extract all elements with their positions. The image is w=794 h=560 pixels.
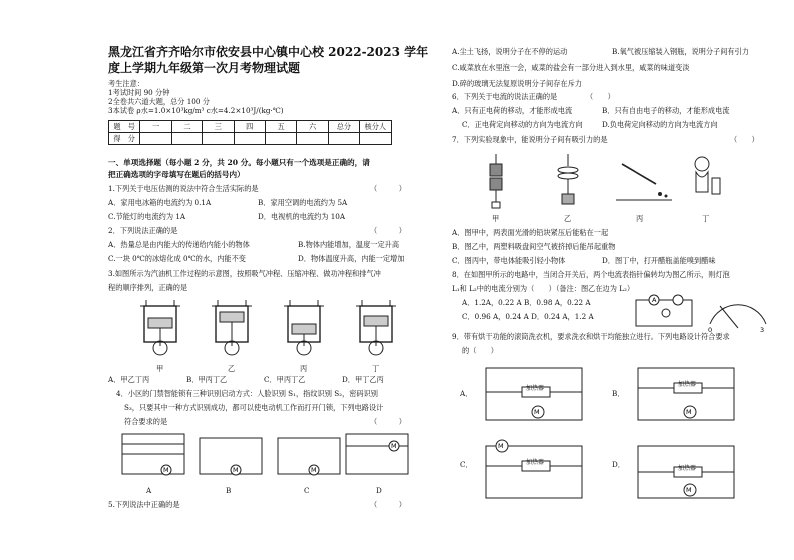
engine-yi bbox=[212, 300, 252, 355]
q7-figures bbox=[472, 150, 762, 214]
score-cell: 题 号 bbox=[109, 121, 140, 133]
q2-answer-paren[interactable]: （ ） bbox=[370, 226, 406, 235]
svg-text:0: 0 bbox=[708, 326, 713, 334]
q9-label-c: C． bbox=[460, 460, 473, 469]
q3-stem-a: 3.如图所示为汽油机工作过程的示意图，按照吸气冲程、压缩冲程、做功冲程和排气冲 bbox=[108, 269, 381, 278]
q4-stem-b: S₃，只要其中一种方式识别成功，都可以使电动机工作而打开门锁，下列电路设计 bbox=[124, 403, 384, 412]
q8-figures bbox=[632, 292, 772, 332]
score-table-row-score bbox=[109, 133, 392, 145]
q7-option-c: C．图丙中，带电体能吸引轻小物体 bbox=[452, 256, 566, 265]
q5-option-a: A.尘土飞扬，说明分子在不停的运动 bbox=[452, 47, 568, 56]
q7-answer-paren[interactable]: （ ） bbox=[730, 135, 759, 144]
q1-stem: 1.下列关于电压估测的说法中符合生活实际的是 bbox=[108, 184, 259, 193]
exam-title-line1: 黑龙江省齐齐哈尔市依安县中心镇中心校 2022-2023 学年 bbox=[108, 45, 429, 59]
q7-label-bing: 丙 bbox=[636, 214, 644, 223]
q2-option-d: D．物体温度升高，内能一定增加 bbox=[298, 254, 405, 263]
q6-option-a: A．只有正电荷的移动，才能形成电流 bbox=[452, 106, 573, 115]
q9-d-motor-label: M bbox=[686, 486, 692, 494]
q7-option-b: B．图乙中，两塑料吸盘间空气被挤掉后能吊起重物 bbox=[452, 242, 616, 251]
q9-stem-a: 9．带有烘干功能的滚筒洗衣机，要求洗衣和烘干均能独立进行。下列电路设计符合要求 bbox=[452, 332, 730, 341]
score-table bbox=[108, 120, 392, 145]
q5-option-c: C.咸菜放在水里泡一会，咸菜的盐会有一部分进入到水里，咸菜的味道变淡 bbox=[452, 63, 690, 72]
q3-label-jia: 甲 bbox=[156, 364, 164, 373]
svg-text:M: M bbox=[391, 442, 397, 450]
q2-option-b: B.物体内能增加，温度一定升高 bbox=[298, 240, 400, 249]
q4-circuit-d bbox=[346, 434, 408, 474]
q3-label-yi: 乙 bbox=[228, 364, 236, 373]
q8-options-row2: C．0.96 A，0.24 A D．0.24 A，1.2 A bbox=[462, 312, 594, 321]
q1-option-a: A．家用电冰箱的电流约为 0.1A bbox=[108, 198, 212, 207]
q2-stem: 2．下列说法正确的是 bbox=[108, 226, 178, 235]
q3-option-d: D．甲丁乙丙 bbox=[342, 375, 384, 384]
q7-label-jia: 甲 bbox=[492, 214, 500, 223]
q7-fig-yi bbox=[558, 154, 578, 204]
score-cell: 五 bbox=[265, 121, 296, 133]
q9-c-heater-label: 加热器 bbox=[526, 459, 545, 466]
svg-text:A: A bbox=[652, 296, 657, 304]
engine-jia bbox=[140, 300, 180, 355]
svg-text:M: M bbox=[311, 466, 317, 474]
q4-circuit-c bbox=[278, 438, 340, 475]
q6-option-b: B．只有自由电子的移动，才能形成电流 bbox=[602, 106, 730, 115]
q7-fig-bing bbox=[616, 164, 672, 200]
q1-option-b: B．家用空调的电流约为 5A bbox=[258, 198, 348, 207]
q5-stem: 5.下列说法中正确的是 bbox=[108, 500, 180, 509]
q2-option-c: C.一块 0℃的冰熔化成 0℃的水，内能不变 bbox=[108, 254, 246, 263]
q8-ammeter-yi bbox=[708, 305, 766, 334]
q1-option-d: D．电视机的电流约为 10A bbox=[258, 212, 346, 221]
q8-stem-a: 8．在如图甲所示的电路中，当闭合开关后，两个电流表指针偏转均为图乙所示，则灯泡 bbox=[452, 270, 730, 279]
score-cell[interactable] bbox=[360, 133, 391, 145]
engine-ding bbox=[356, 300, 396, 355]
score-cell[interactable] bbox=[297, 133, 328, 145]
q9-b-heater-label: 加热器 bbox=[678, 381, 697, 388]
q9-circuit-a bbox=[486, 368, 582, 420]
q4-circuit-b bbox=[200, 438, 262, 475]
q9-circuit-b bbox=[638, 368, 734, 420]
q4-answer-paren[interactable]: （ ） bbox=[370, 417, 406, 426]
q9-a-motor-label: M bbox=[534, 408, 540, 416]
q9-circuit-c bbox=[486, 440, 582, 498]
score-cell: 得 分 bbox=[109, 133, 140, 145]
q4-label-d: D bbox=[376, 486, 382, 495]
score-cell[interactable] bbox=[171, 133, 202, 145]
q4-circuits-figure bbox=[118, 430, 408, 482]
q7-option-a: A．图甲中，两表面光滑的铅块紧压后能粘在一起 bbox=[452, 228, 609, 237]
q2-option-a: A．热量总是由内能大的传递给内能小的物体 bbox=[108, 240, 250, 249]
score-cell[interactable] bbox=[265, 133, 296, 145]
q5-option-d: D.碎的玻璃无法复原说明分子间存在斥力 bbox=[452, 79, 582, 88]
q5-option-b: B.氧气被压缩装入钢瓶，说明分子间有引力 bbox=[612, 47, 749, 56]
score-cell: 四 bbox=[234, 121, 265, 133]
score-cell[interactable] bbox=[328, 133, 359, 145]
q3-label-ding: 丁 bbox=[372, 364, 380, 373]
score-cell: 核分人 bbox=[360, 121, 391, 133]
note-3: 3本试卷 ρ水=1.0×10³kg/m³ c水=4.2×10³J/(kg·℃) bbox=[108, 106, 284, 115]
q6-answer-paren[interactable]: （ ） bbox=[586, 92, 615, 101]
q9-label-b: B． bbox=[612, 389, 625, 398]
score-cell: 一 bbox=[140, 121, 171, 133]
q7-fig-jia bbox=[490, 154, 502, 208]
note-1: 1考试时间 90 分钟 bbox=[108, 88, 170, 97]
q7-option-d: D．图丁中，打开醋瓶盖能嗅到醋味 bbox=[602, 256, 716, 265]
exam-title-line2: 度上学期九年级第一次月考物理试题 bbox=[108, 61, 301, 75]
score-table-row-header bbox=[109, 121, 392, 133]
engine-strokes-figure bbox=[136, 298, 396, 368]
q6-stem: 6．下列关于电流的说法正确的是 bbox=[452, 92, 558, 101]
q4-label-c: C bbox=[304, 486, 310, 495]
q9-a-heater-label: 加热器 bbox=[526, 385, 545, 392]
q6-option-c: C．正电荷定向移动的方向为电流方向 bbox=[462, 120, 583, 129]
q3-stem-b: 程的顺序排列，正确的是 bbox=[108, 283, 188, 292]
section1-heading-a: 一、单项选择题（每小题 2 分，共 20 分。每小题只有一个选项是正确的，请 bbox=[108, 158, 370, 167]
q4-label-a: A bbox=[146, 486, 152, 495]
q9-b-motor-label: M bbox=[686, 408, 692, 416]
q7-label-ding: 丁 bbox=[702, 214, 710, 223]
q9-c-motor-label: M bbox=[498, 442, 504, 450]
svg-text:M: M bbox=[233, 466, 239, 474]
score-cell: 总分 bbox=[328, 121, 359, 133]
section1-heading-b: 把正确选项的字母填写在题后的括号内） bbox=[108, 170, 245, 179]
svg-text:M: M bbox=[163, 466, 169, 474]
score-cell: 二 bbox=[171, 121, 202, 133]
q3-option-c: C．甲丙丁乙 bbox=[264, 375, 306, 384]
q8-options-row1: A．1.2A，0.22 A B．0.98 A，0.22 A bbox=[462, 298, 591, 307]
q7-fig-ding bbox=[695, 157, 720, 194]
q8-stem-b: L₁和 L₂中的电流分别为（ ）（备注：图乙在边为 L₂） bbox=[452, 284, 635, 293]
score-cell[interactable] bbox=[203, 133, 234, 145]
q1-option-c: C.节能灯的电流约为 1A bbox=[108, 212, 186, 221]
score-cell: 三 bbox=[203, 121, 234, 133]
q4-stem-c: 符合要求的是 bbox=[124, 417, 168, 426]
notes-heading: 考生注意： bbox=[108, 79, 144, 88]
q8-circuit-jia bbox=[636, 295, 692, 326]
q7-stem: 7．下列实验现象中，能说明分子间有吸引力的是 bbox=[452, 135, 608, 144]
q9-label-d: D． bbox=[612, 460, 625, 469]
q9-label-a: A． bbox=[460, 389, 473, 398]
q3-label-bing: 丙 bbox=[300, 364, 308, 373]
q1-answer-paren[interactable]: （ ） bbox=[370, 184, 406, 193]
q6-option-d: D.负电荷定向移动的方向为电流方向 bbox=[602, 120, 718, 129]
q3-option-a: A．甲乙丁丙 bbox=[108, 375, 150, 384]
score-cell: 六 bbox=[297, 121, 328, 133]
note-2: 2全卷共六道大题，总分 100 分 bbox=[108, 97, 210, 106]
q4-label-b: B bbox=[226, 486, 232, 495]
q3-option-b: B．甲丙丁乙 bbox=[186, 375, 228, 384]
q9-stem-b: 的（ ） bbox=[462, 346, 498, 355]
q4-circuit-a bbox=[122, 434, 184, 475]
q4-stem-a: 4．小区的门禁智能锁有三种识别启动方式：人脸识别 S₁，指纹识别 S₂，密码识别 bbox=[116, 389, 378, 398]
q5-answer-paren[interactable]: （ ） bbox=[370, 500, 406, 509]
q9-d-heater-label: 加热器 bbox=[678, 465, 697, 472]
engine-bing bbox=[284, 300, 324, 355]
svg-text:3: 3 bbox=[760, 326, 765, 334]
q7-label-yi: 乙 bbox=[564, 214, 572, 223]
score-cell[interactable] bbox=[140, 133, 171, 145]
score-cell[interactable] bbox=[234, 133, 265, 145]
